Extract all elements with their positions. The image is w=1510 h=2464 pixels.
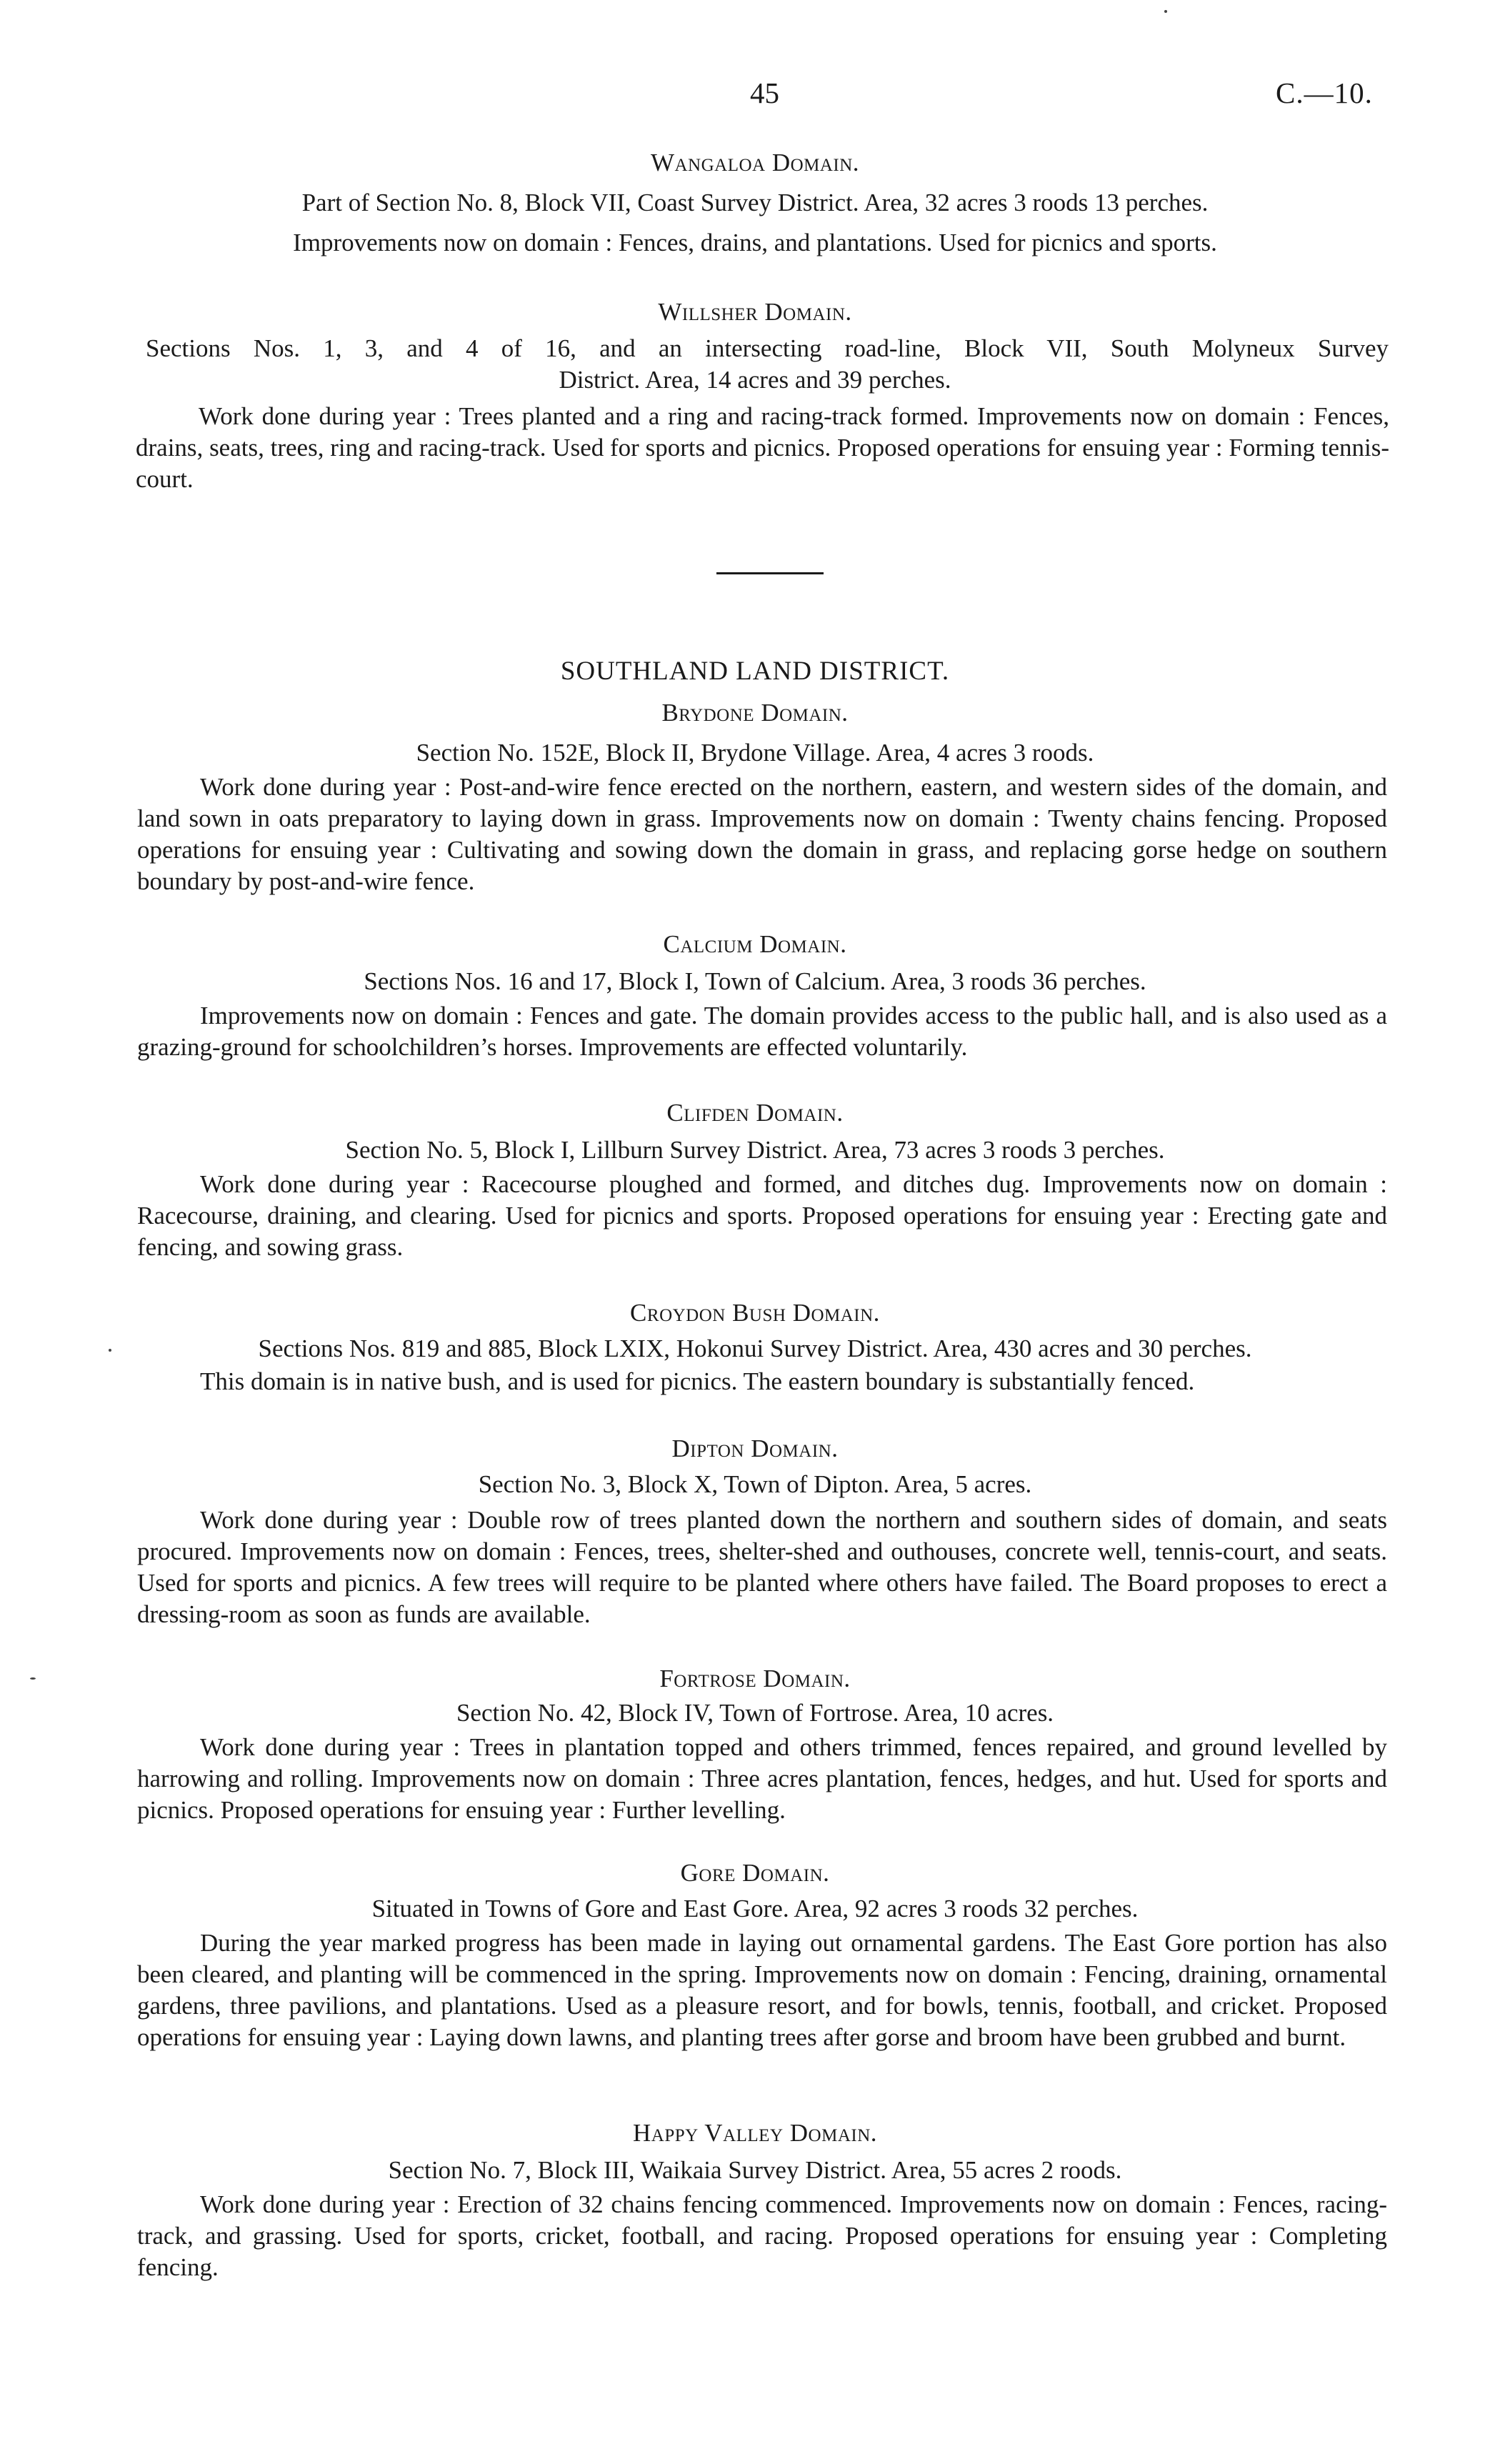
district-heading: SOUTHLAND LAND DISTRICT. [560, 657, 950, 686]
croydon-section: Sections Nos. 819 and 885, Block LXIX, Hokonui Survey District. Area, 430 acres and 30 perches. [258, 1335, 1252, 1362]
dipton-heading: Dipton Domain. [671, 1435, 839, 1462]
fortrose-text: Work done during year : Trees in plantation topped and others trimmed, fences repaired, and ground levelled by harrowing and rolling. Improvements now on domain : Three acres plantation, fences, hedges, and hut. Used for sports and picnics. Proposed operations for ensuing year : Further levelling. [137, 1733, 1387, 1824]
clifden-section: Section No. 5, Block I, Lillburn Survey District. Area, 73 acres 3 roods 3 perches. [345, 1136, 1165, 1164]
brydone-heading: Brydone Domain. [661, 699, 849, 727]
willsher-section-line2: District. Area, 14 acres and 39 perches. [559, 366, 951, 394]
willsher-heading: Willsher Domain. [658, 298, 852, 326]
gore-heading: Gore Domain. [680, 1859, 830, 1887]
calcium-heading: Calcium Domain. [663, 930, 847, 958]
fortrose-section: Section No. 42, Block IV, Town of Fortrose. Area, 10 acres. [456, 1699, 1054, 1727]
wangaloa-heading: Wangaloa Domain. [650, 149, 860, 176]
calcium-text: Improvements now on domain : Fences and gate. The domain provides access to the public hall, and is also used as a grazing-ground for schoolchildren’s horses. Improvements are effected voluntarily. [137, 1002, 1387, 1061]
wangaloa-section: Part of Section No. 8, Block VII, Coast Survey District. Area, 32 acres 3 roods 13 perches. [301, 189, 1209, 216]
scan-speck [1164, 10, 1167, 13]
brydone-section: Section No. 152E, Block II, Brydone Village. Area, 4 acres 3 roods. [416, 739, 1094, 767]
croydon-text: This domain is in native bush, and is used for picnics. The eastern boundary is substantially fenced. [200, 1367, 1195, 1395]
willsher-text: Work done during year : Trees planted and a ring and racing-track formed. Improvements now on domain : Fences, drains, seats, trees, ring and racing-track. Used for sports and picnics. Proposed operations for ensuing year : Forming tennis-court. [136, 402, 1389, 493]
gore-section: Situated in Towns of Gore and East Gore. Area, 92 acres 3 roods 32 perches. [371, 1895, 1139, 1922]
croydon-heading: Croydon Bush Domain. [630, 1299, 880, 1327]
gore-text: During the year marked progress has been made in laying out ornamental gardens. The East Gore portion has also been cleared, and planting will be commenced in the spring. Improvements now on domain : Fencing, draining, ornamental gardens, three pavilions, and plantations. Used as a pleasure resort, and for bowls, tennis, football, and cricket. Proposed operations for ensuing year : Laying down lawns, and planting trees after gorse and broom have been grubbed and burnt. [137, 1929, 1387, 2051]
willsher-section-line1: Sections Nos. 1, 3, and 4 of 16, and an intersecting road-line, Block VII, South Molyneux Survey [146, 334, 1389, 362]
clifden-text: Work done during year : Racecourse ploughed and formed, and ditches dug. Improvements now on domain : Racecourse, draining, and clearing. Used for picnics and sports. Proposed operations for ensuing year : Erecting gate and fencing, and sowing grass. [137, 1170, 1387, 1261]
scan-speck [109, 1349, 111, 1352]
page-number: 45 [750, 76, 779, 109]
happy-valley-section: Section No. 7, Block III, Waikaia Survey District. Area, 55 acres 2 roods. [388, 2156, 1122, 2184]
fortrose-heading: Fortrose Domain. [659, 1665, 851, 1692]
brydone-text: Work done during year : Post-and-wire fence erected on the northern, eastern, and western sides of the domain, and land sown in oats preparatory to laying down in grass. Improvements now on domain : Twenty chains fencing. Proposed operations for ensuing year : Cultivating and sowing down the domain in grass, and replacing gorse hedge on southern boundary by post-and-wire fence. [137, 773, 1387, 895]
section-divider [716, 572, 824, 574]
calcium-section: Sections Nos. 16 and 17, Block I, Town of Calcium. Area, 3 roods 36 perches. [364, 967, 1146, 995]
wangaloa-text: Improvements now on domain : Fences, drains, and plantations. Used for picnics and sports. [293, 229, 1217, 256]
happy-valley-text: Work done during year : Erection of 32 chains fencing commenced. Improvements now on domain : Fences, racing-track, and grassing. Used for sports, cricket, football, and racing. Proposed operations for ensuing year : Completing fencing. [137, 2190, 1387, 2281]
clifden-heading: Clifden Domain. [666, 1099, 844, 1127]
series-code: C.—10. [1276, 76, 1373, 109]
happy-valley-heading: Happy Valley Domain. [633, 2119, 877, 2147]
scan-speck [30, 1677, 36, 1680]
dipton-text: Work done during year : Double row of trees planted down the northern and southern sides of domain, and seats procured. Improvements now on domain : Fences, trees, shelter-shed and outhouses, concrete well, tennis-court, and seats. Used for sports and picnics. A few trees will require to be planted where others have failed. The Board proposes to erect a dressing-room as soon as funds are available. [137, 1506, 1387, 1628]
dipton-section: Section No. 3, Block X, Town of Dipton. Area, 5 acres. [478, 1470, 1032, 1498]
